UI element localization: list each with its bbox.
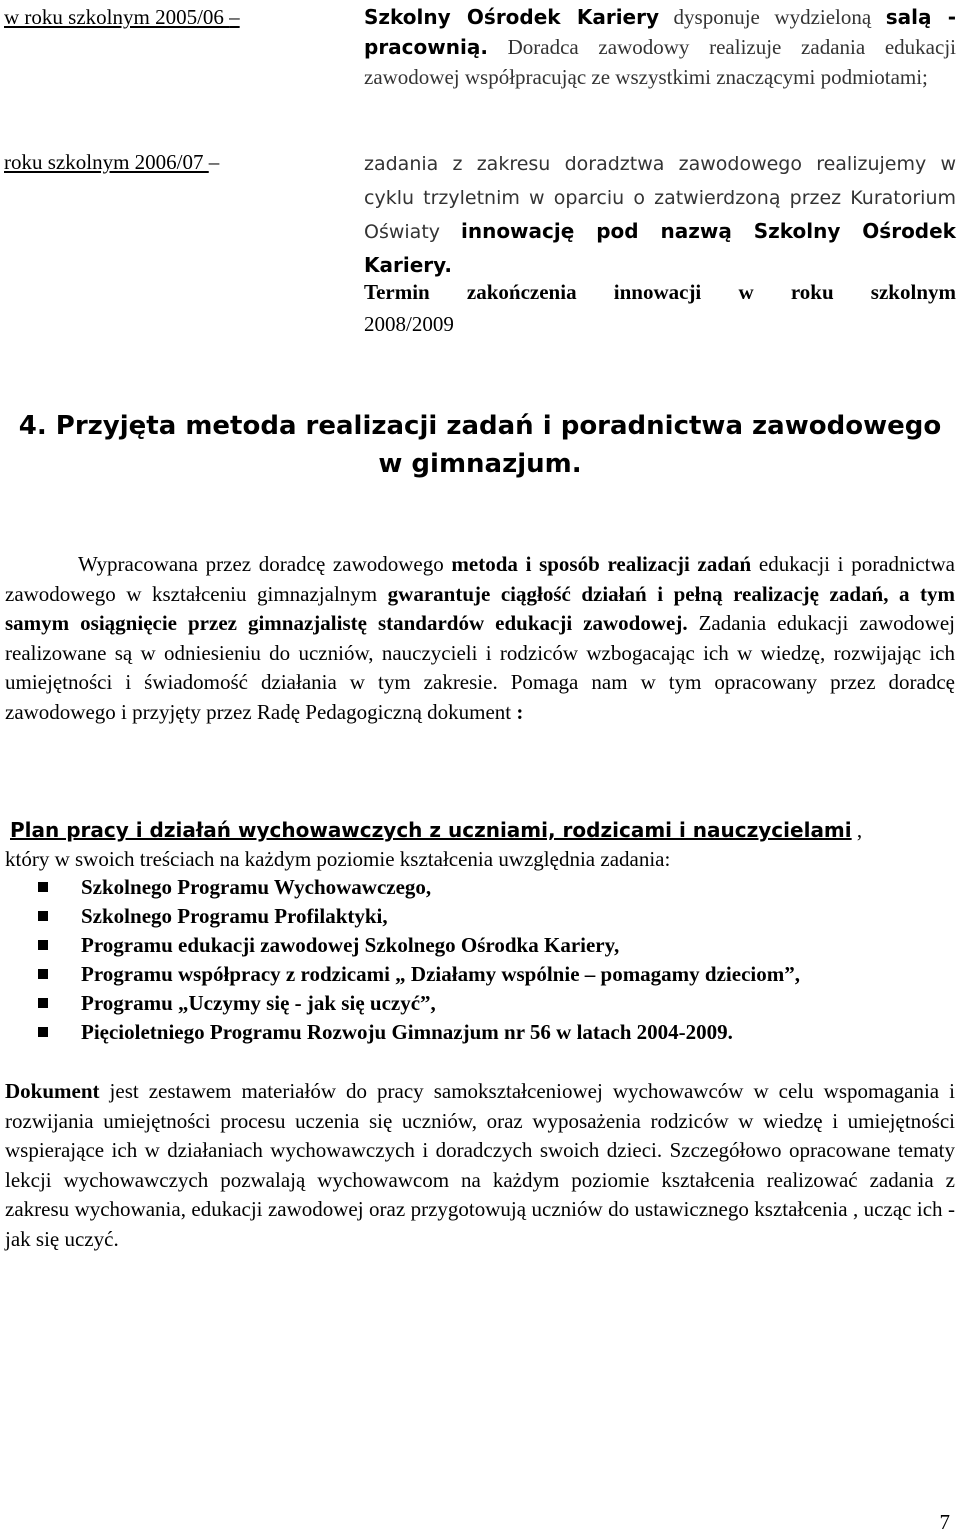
method-paragraph xyxy=(5,550,955,727)
list-item-label: Programu „Uczymy się - jak się uczyć”, xyxy=(81,991,436,1015)
year-label-2005-text: w roku szkolnym 2005/06 xyxy=(4,5,230,29)
section-4-heading xyxy=(0,407,960,483)
plan-title-line xyxy=(10,814,862,846)
document-paragraph-bold: Dokument xyxy=(5,1079,100,1103)
year-label-2005 xyxy=(4,2,240,32)
plan-title: Plan pracy i działań wychowawczych z uczniami, rodzicami i nauczycielami xyxy=(10,818,852,842)
block-2006-description: zadania z zakresu doradztwa zawodowego realizujemy w cyklu trzyletnim w oparciu o zatwierdzoną przez Kuratorium Oświaty xyxy=(364,153,956,243)
innowacja-title: innowację pod nazwą Szkolny Ośrodek Kariery. xyxy=(364,219,956,277)
page-number: 7 xyxy=(939,1510,950,1534)
block-2005-title-rest: dysponuje wydzieloną xyxy=(659,5,872,29)
block-2006-text xyxy=(364,147,956,282)
square-bullet-icon xyxy=(38,940,48,950)
section-4-heading-line2: w gimnazjum. xyxy=(378,449,582,479)
program-list xyxy=(38,873,800,1047)
list-item-label: Programu edukacji zawodowej Szkolnego Ośrodka Kariery, xyxy=(81,933,620,957)
innowacja-term-year: 2008/2009 xyxy=(364,312,454,336)
square-bullet-icon xyxy=(38,882,48,892)
method-paragraph-t1: Wypracowana przez doradcę zawodowego xyxy=(78,552,452,576)
method-paragraph-b1: metoda i sposób realizacji zadań xyxy=(451,552,752,576)
year-label-2006-text: roku szkolnym 2006/07 xyxy=(4,150,209,174)
method-paragraph-t2: edukacji i poradnictwa zawodowego w kształceniu gimnazjalnym xyxy=(5,552,955,606)
list-item xyxy=(38,931,800,960)
block-2005-description: Doradca zawodowy realizuje zadania edukacji zawodowej współpracując ze wszystkimi znaczącymi podmiotami; xyxy=(364,35,956,89)
year-label-2006-dash: – xyxy=(208,150,220,174)
list-item xyxy=(38,1018,800,1047)
method-paragraph-b2: gwarantuje ciągłość działań i pełną realizację zadań, a tym samym osiągnięcie przez gimnazjalistę standardów edukacji zawodowej. xyxy=(5,581,955,635)
document-paragraph xyxy=(5,1077,955,1254)
list-item xyxy=(38,960,800,989)
list-item xyxy=(38,989,800,1018)
method-paragraph-t3: Zadania edukacji zawodowej realizowane są w odniesieniu do uczniów, nauczycieli i rodziców wzbogacając ich w wiedzę, rozwijając ich umiejętności i świadomość działania w tym zakresie. Pomaga nam w tym opracowany przez doradcę zawodowego i przyjęty przez Radę Pedagogiczną dokument xyxy=(5,611,955,724)
list-item-label: Programu współpracy z rodzicami „ Działamy wspólnie – pomagamy dzieciom”, xyxy=(81,962,800,986)
block-2005-text xyxy=(364,2,956,92)
innowacja-term xyxy=(364,276,956,340)
plan-description-text: który w swoich treściach na każdym poziomie kształcenia uwzględnia zadania: xyxy=(5,847,671,871)
list-item xyxy=(38,902,800,931)
square-bullet-icon xyxy=(38,969,48,979)
innowacja-term-text: Termin zakończenia innowacji w roku szkolnym xyxy=(364,280,956,304)
szkolny-osrodek-kariery-title: Szkolny Ośrodek Kariery xyxy=(364,5,660,29)
list-item-label: Szkolnego Programu Profilaktyki, xyxy=(81,904,388,928)
plan-description xyxy=(5,845,670,873)
section-4-heading-line1: 4. Przyjęta metoda realizacji zadań i poradnictwa zawodowego xyxy=(18,411,942,441)
document-paragraph-text: jest zestawem materiałów do pracy samokształceniowej wychowawców w celu wspomagania i rozwijania umiejętności procesu uczenia się uczniów, oraz wyposażenia rodziców w wiedzę i umiejętności wspierające ich w działaniach wychowawczych i doradczych swoich dzieci. Szczegółowo opracowane tematy lekcji wychowawczych pozwalają wychowawcom na każdym poziomie kształcenia realizować zadania z zakresu wychowania, edukacji zawodowej oraz przygotowują uczniów do ustawicznego kształcenia , ucząc ich - jak się uczyć. xyxy=(5,1079,955,1251)
year-label-2005-dash: – xyxy=(229,5,240,29)
plan-title-after: , xyxy=(851,818,863,842)
square-bullet-icon xyxy=(38,911,48,921)
list-item-label: Szkolnego Programu Wychowawczego, xyxy=(81,875,432,899)
list-item-label: Pięcioletniego Programu Rozwoju Gimnazjum nr 56 w latach 2004-2009. xyxy=(81,1020,733,1044)
square-bullet-icon xyxy=(38,998,48,1008)
list-item xyxy=(38,873,800,902)
square-bullet-icon xyxy=(38,1027,48,1037)
block-2005-sala: salą - pracownią. xyxy=(364,5,957,59)
year-label-2006 xyxy=(4,147,219,177)
method-paragraph-b3: : xyxy=(516,699,524,724)
